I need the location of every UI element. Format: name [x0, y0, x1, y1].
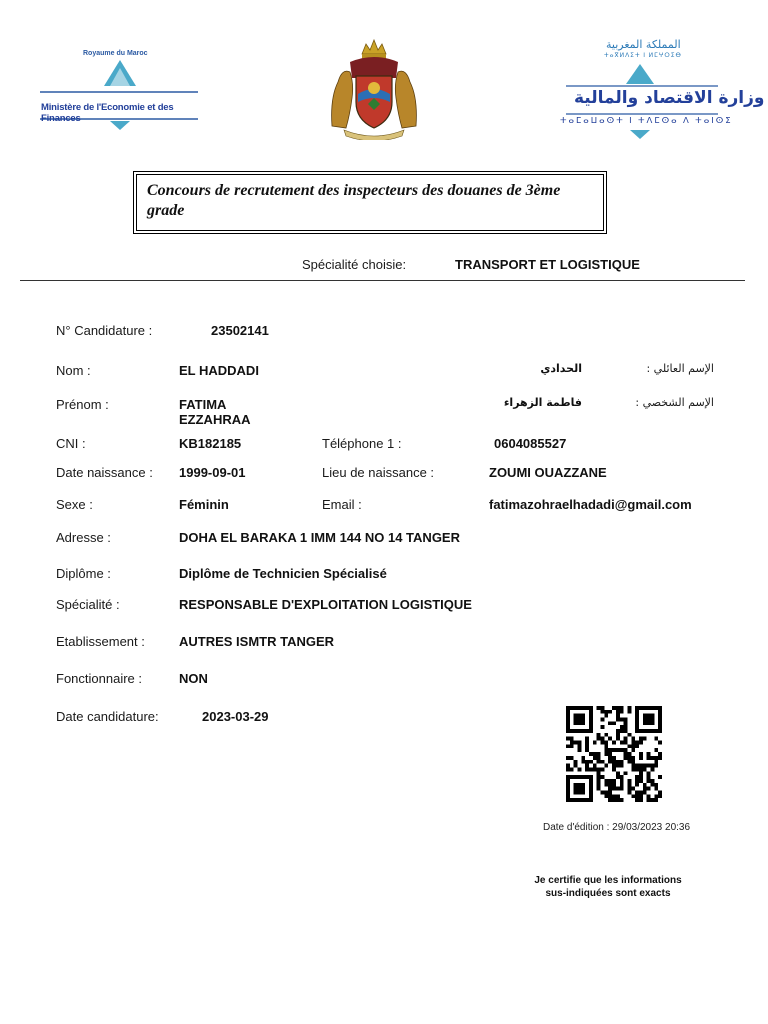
nom-label: Nom : [56, 363, 91, 378]
ministry-logo-left [38, 46, 203, 136]
qr-code-icon [566, 706, 662, 802]
diplome-label: Diplôme : [56, 566, 111, 581]
candidature-number-label: N° Candidature : [56, 323, 153, 338]
royal-emblem [328, 38, 420, 140]
date-candidature-value: 2023-03-29 [202, 709, 269, 724]
adresse-label: Adresse : [56, 530, 111, 545]
logo-right-tifinagh-bottom: ⵜⴰⵎⴰⵡⴰⵙⵜ ⵏ ⵜⴷⵎⵙⴰ ⴷ ⵜⴰⵏⵙⵉ [560, 115, 733, 125]
birthplace-label: Lieu de naissance : [322, 465, 435, 480]
nom-arabic-label: الإسم العائلي : [646, 362, 714, 375]
cni-label: CNI : [56, 436, 86, 451]
prenom-value-line2: EZZAHRAA [179, 412, 251, 427]
royal-coat-of-arms-icon [328, 38, 420, 140]
fonctionnaire-value: NON [179, 671, 208, 686]
qr-code [566, 706, 662, 802]
logo-right-arabic-top: المملكة المغربية [606, 38, 681, 51]
fonctionnaire-label: Fonctionnaire : [56, 671, 142, 686]
birthplace-value: ZOUMI OUAZZANE [489, 465, 607, 480]
title-box [133, 171, 607, 234]
specialite-value: RESPONSABLE D'EXPLOITATION LOGISTIQUE [179, 597, 472, 612]
birth-date-value: 1999-09-01 [179, 465, 246, 480]
speciality-choice-label: Spécialité choisie: [302, 257, 407, 272]
certification-line-2: sus-indiquées sont exacts [545, 888, 671, 899]
ministry-logo-right [556, 36, 765, 141]
logo-left-top-text: Royaume du Maroc [83, 50, 148, 57]
sexe-value: Féminin [179, 497, 229, 512]
page-title: Concours de recrutement des inspecteurs des douanes de 3ème grade [147, 182, 561, 219]
speciality-choice-value: TRANSPORT ET LOGISTIQUE [455, 257, 640, 272]
telephone-value: 0604085527 [494, 436, 567, 451]
nom-arabic-value: الحدادي [540, 362, 582, 375]
logo-left-ministry-text: Ministère de l'Economie et des Finances [41, 102, 174, 124]
cni-value: KB182185 [179, 436, 242, 451]
email-value: fatimazohraelhadadi@gmail.com [489, 497, 692, 512]
etablissement-value: AUTRES ISMTR TANGER [179, 634, 335, 649]
prenom-value-line1: FATIMA [179, 397, 227, 412]
email-label: Email : [322, 497, 362, 512]
telephone-label: Téléphone 1 : [322, 436, 402, 451]
certification-note [508, 874, 708, 900]
certification-line-1: Je certifie que les informations [534, 875, 682, 886]
adresse-value: DOHA EL BARAKA 1 IMM 144 NO 14 TANGER [179, 530, 460, 545]
divider [20, 280, 745, 281]
diplome-value: Diplôme de Technicien Spécialisé [179, 566, 387, 581]
prenom-arabic-value: فاطمة الزهراء [503, 396, 582, 409]
candidature-number-value: 23502141 [211, 323, 269, 338]
date-candidature-label: Date candidature: [56, 709, 159, 724]
sexe-label: Sexe : [56, 497, 93, 512]
specialite-label: Spécialité : [56, 597, 120, 612]
prenom-arabic-label: الإسم الشخصي : [635, 396, 714, 409]
edition-date: Date d'édition : 29/03/2023 20:36 [543, 822, 691, 833]
nom-value: EL HADDADI [179, 363, 259, 378]
logo-right-arabic-ministry: وزارة الاقتصاد والمالية [574, 88, 765, 108]
etablissement-label: Etablissement : [56, 634, 145, 649]
birth-date-label: Date naissance : [56, 465, 153, 480]
prenom-label: Prénom : [56, 397, 109, 412]
logo-right-tifinagh-top: ⵜⴰⴳⵍⴷⵉⵜ ⵏ ⵍⵎⵖⵔⵉⴱ [604, 53, 682, 59]
